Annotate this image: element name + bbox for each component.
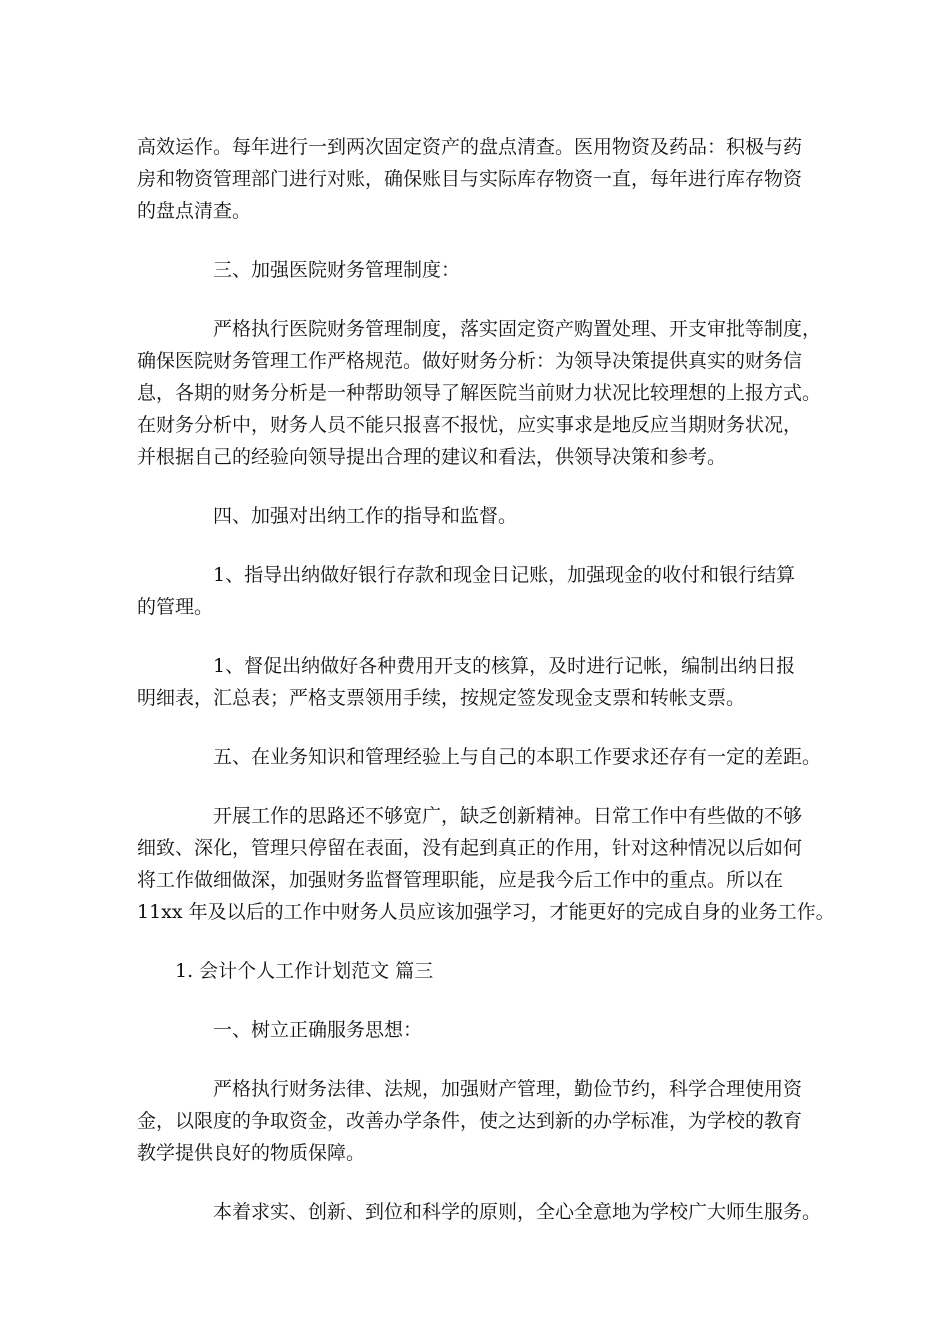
text-line: 确保医院财务管理工作严格规范。做好财务分析：为领导决策提供真实的财务信 (137, 350, 803, 372)
paragraph (137, 800, 835, 928)
text-line: 息，各期的财务分析是一种帮助领导了解医院当前财力状况比较理想的上报方式。 (137, 382, 822, 404)
text-line: 的盘点清查。 (137, 200, 252, 222)
text-line: 将工作做细做深，加强财务监督管理职能，应是我今后工作中的重点。所以在 (137, 869, 784, 891)
text-line: 1、督促出纳做好各种费用开支的核算，及时进行记帐，编制出纳日报 (213, 655, 796, 677)
text-line: 一、树立正确服务思想： (213, 1019, 423, 1041)
text-line: 的管理。 (137, 596, 214, 618)
text-line: 在财务分析中，财务人员不能只报喜不报忧，应实事求是地反应当期财务状况， (137, 414, 803, 436)
text-line: 11xx 年及以后的工作中财务人员应该加强学习，才能更好的完成自身的业务工作。 (137, 901, 835, 923)
text-line: 严格执行财务法律、法规，加强财产管理，勤俭节约，科学合理使用资 (213, 1078, 803, 1100)
paragraph-spacing (137, 227, 827, 254)
text-line: 1. 会计个人工作计划范文 篇三 (175, 960, 434, 982)
paragraph-spacing (137, 987, 827, 1014)
text-line: 明细表，汇总表；严格支票领用手续，按规定签发现金支票和转帐支票。 (137, 687, 746, 709)
paragraph-spacing (137, 1169, 827, 1196)
paragraph-spacing (137, 773, 827, 800)
text-line: 1、指导出纳做好银行存款和现金日记账，加强现金的收付和银行结算 (213, 564, 796, 586)
paragraph-spacing (137, 714, 827, 741)
paragraph (137, 741, 827, 773)
text-line: 并根据自己的经验向领导提出合理的建议和看法，供领导决策和参考。 (137, 446, 727, 468)
paragraph (137, 1073, 827, 1169)
paragraph-spacing (137, 532, 827, 559)
text-line: 高效运作。每年进行一到两次固定资产的盘点清查。医用物资及药品：积极与药 (137, 136, 803, 158)
paragraph-spacing (137, 286, 827, 313)
paragraph (137, 559, 827, 623)
paragraph (137, 131, 827, 227)
text-line: 四、加强对出纳工作的指导和监督。 (213, 505, 518, 527)
paragraph (137, 500, 827, 532)
paragraph (137, 254, 827, 286)
text-line: 房和物资管理部门进行对账，确保账目与实际库存物资一直，每年进行库存物资 (137, 168, 803, 190)
text-line: 五、在业务知识和管理经验上与自己的本职工作要求还存有一定的差距。 (213, 746, 822, 768)
paragraph (137, 955, 827, 987)
paragraph (137, 650, 827, 714)
document-body (137, 131, 835, 1228)
text-line: 细致、深化，管理只停留在表面，没有起到真正的作用，针对这种情况以后如何 (137, 837, 803, 859)
text-line: 开展工作的思路还不够宽广，缺乏创新精神。日常工作中有些做的不够 (213, 805, 803, 827)
paragraph-spacing (137, 623, 827, 650)
text-line: 严格执行医院财务管理制度，落实固定资产购置处理、开支审批等制度， (213, 318, 822, 340)
text-line: 三、加强医院财务管理制度： (213, 259, 461, 281)
paragraph (137, 313, 827, 473)
paragraph (137, 1014, 827, 1046)
paragraph-spacing (137, 928, 827, 955)
paragraph (137, 1196, 827, 1228)
text-line: 金，以限度的争取资金，改善办学条件，使之达到新的办学标准，为学校的教育 (137, 1110, 803, 1132)
paragraph-spacing (137, 473, 827, 500)
paragraph-spacing (137, 1046, 827, 1073)
text-line: 教学提供良好的物质保障。 (137, 1142, 366, 1164)
text-line: 本着求实、创新、到位和科学的原则，全心全意地为学校广大师生服务。 (213, 1201, 822, 1223)
